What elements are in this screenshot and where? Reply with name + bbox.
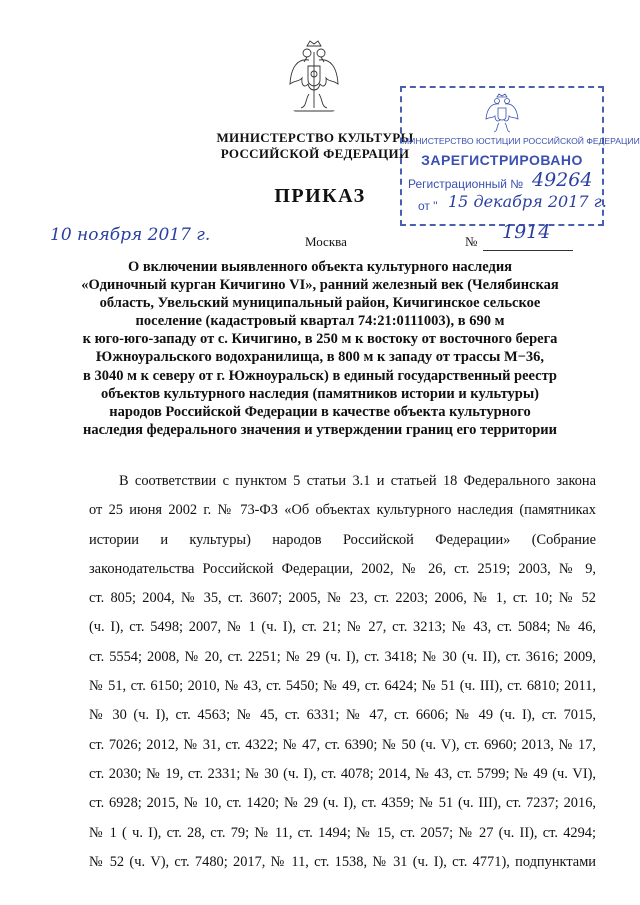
document-city: Москва bbox=[305, 234, 347, 249]
stamp-reg-label: Регистрационный № bbox=[408, 177, 524, 191]
heading-line: «Одиночный курган Кичигино VI», ранний железный век (Челябинская bbox=[81, 277, 559, 294]
stamp-status: ЗАРЕГИСТРИРОВАНО bbox=[421, 152, 583, 168]
heading-line: наследия федерального значения и утверждении границ его территории bbox=[83, 421, 557, 438]
order-body bbox=[89, 467, 596, 877]
ministry-name bbox=[200, 130, 430, 162]
stamp-date-label: от " bbox=[418, 199, 438, 213]
body-line: № 30 (ч. I), ст. 4563; № 45, ст. 6331; № 47, ст. 6606; № 49 (ч. I), ст. 7015, bbox=[89, 707, 596, 724]
body-line: ст. 7026; 2012, № 31, ст. 4322; № 47, ст. 6390; № 50 (ч. V), ст. 6960; 2013, № 17, bbox=[89, 736, 596, 753]
ministry-line-2: РОССИЙСКОЙ ФЕДЕРАЦИИ bbox=[220, 146, 410, 161]
body-line: (ч. I), ст. 5498; 2007, № 1 (ч. I), ст. 21; № 27, ст. 3213; № 43, ст. 5084; № 46, bbox=[89, 619, 596, 636]
document-number-label: № bbox=[465, 234, 478, 249]
body-line: № 52 (ч. V), ст. 7480; 2017, № 11, ст. 1538, № 31 (ч. I), ст. 4771), подпунктами bbox=[89, 853, 596, 870]
stamp-emblem-icon bbox=[484, 92, 520, 136]
number-underline bbox=[483, 250, 573, 251]
heading-line: к юго-юго-западу от с. Кичигино, в 250 м к востоку от восточного берега bbox=[82, 331, 558, 348]
body-line: ст. 6928; 2015, № 10, ст. 1420; № 29 (ч. I), ст. 4359; № 51 (ч. III), ст. 7237; 2016, bbox=[89, 795, 596, 812]
heading-line: область, Увельский муниципальный район, Кичигинское сельское bbox=[99, 295, 541, 312]
heading-line: Южноуральского водохранилища, в 800 м к западу от трассы М−36, bbox=[95, 349, 545, 366]
body-line: законодательства Российской Федерации, 2002, № 26, ст. 2519; 2003, № 9, bbox=[89, 560, 596, 577]
body-line: ст. 5554; 2008, № 20, ст. 2251; № 29 (ч. I), ст. 3418; № 30 (ч. II), ст. 3616; 2009, bbox=[89, 648, 596, 665]
body-line: В соответствии с пунктом 5 статьи 3.1 и статьей 18 Федерального закона bbox=[119, 473, 596, 489]
heading-line: поселение (кадастровый квартал 74:21:0111003), в 690 м bbox=[135, 313, 505, 330]
body-line: от 25 июня 2002 г. № 73-ФЗ «Об объектах культурного наследия (памятниках bbox=[89, 502, 596, 519]
body-line: истории и культуры) народов Российской Федерации» (Собрание bbox=[89, 531, 596, 548]
coat-of-arms-icon bbox=[287, 38, 341, 116]
heading-line: народов Российской Федерации в качестве объекта культурного bbox=[109, 403, 531, 420]
document-date: 10 ноября 2017 г. bbox=[50, 225, 211, 245]
document-number: 1914 bbox=[502, 221, 551, 243]
heading-line: объектов культурного наследия (памятников истории и культуры) bbox=[100, 385, 539, 402]
stamp-agency: МИНИСТЕРСТВО ЮСТИЦИИ РОССИЙСКОЙ ФЕДЕРАЦИИ bbox=[402, 136, 640, 146]
body-line: ст. 2030; № 19, ст. 2331; № 30 (ч. I), ст. 4078; 2014, № 43, ст. 5799; № 49 (ч. VI), bbox=[89, 765, 596, 782]
heading-line: в 3040 м к северу от г. Южноуральск) в единый государственный реестр bbox=[83, 367, 557, 384]
order-heading bbox=[80, 258, 560, 439]
heading-line: О включении выявленного объекта культурного наследия bbox=[127, 259, 513, 275]
body-line: № 51, ст. 6150; 2010, № 43, ст. 5450; № 49, ст. 6424; № 51 (ч. III), ст. 6810; 2011, bbox=[89, 678, 596, 695]
stamp-reg-number: 49264 bbox=[532, 169, 593, 191]
ministry-line-1: МИНИСТЕРСТВО КУЛЬТУРЫ bbox=[216, 130, 414, 145]
document-title: ПРИКАЗ bbox=[274, 185, 366, 207]
stamp-date-value: 15 декабря 2017 г. bbox=[448, 192, 607, 211]
body-line: ст. 805; 2004, № 35, ст. 3607; 2005, № 23, ст. 2203; 2006, № 1, ст. 10; № 52 bbox=[89, 590, 596, 607]
body-line: № 1 ( ч. I), ст. 28, ст. 79; № 11, ст. 1494; № 15, ст. 2057; № 27 (ч. II), ст. 4294; bbox=[89, 824, 596, 841]
